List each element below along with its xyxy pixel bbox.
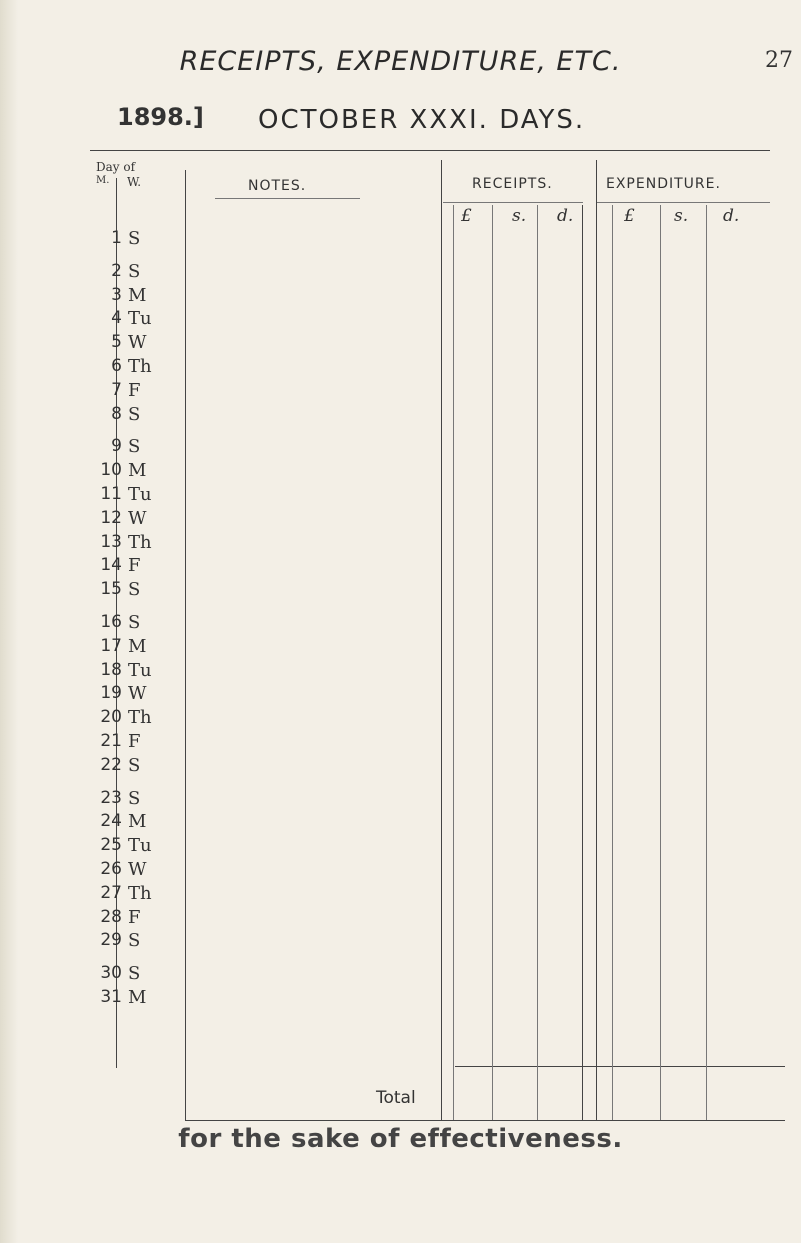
day-of-month: 16 xyxy=(100,612,122,632)
receipts-inner-divider xyxy=(453,205,454,1120)
running-title: RECEIPTS, EXPENDITURE, ETC. xyxy=(179,46,622,77)
day-of-month: 24 xyxy=(100,811,122,832)
expenditure-shillings-heading: s. xyxy=(674,206,689,226)
day-of-month: 4 xyxy=(111,308,122,329)
receipts-sub-rule xyxy=(443,202,583,203)
day-of-heading: Day of xyxy=(96,160,136,174)
day-of-week: M xyxy=(128,811,147,833)
day-of-month: 21 xyxy=(100,731,122,751)
day-of-month: 28 xyxy=(100,906,122,927)
receipts-pence-heading: d. xyxy=(557,206,574,226)
day-of-week: F xyxy=(128,731,141,752)
day-of-week: Tu xyxy=(128,308,152,330)
expenditure-pounds-heading: £ xyxy=(624,206,635,226)
expenditure-sub-rule xyxy=(597,202,770,203)
day-of-week: S xyxy=(128,612,141,633)
day-of-month: 2 xyxy=(111,260,122,281)
expenditure-heading: EXPENDITURE. xyxy=(606,176,721,192)
day-of-month: 20 xyxy=(100,707,122,728)
receipts-shillings-heading: s. xyxy=(512,206,527,226)
day-of-week: F xyxy=(128,379,141,401)
day-of-week: Th xyxy=(128,882,152,904)
day-of-month: 29 xyxy=(100,930,122,951)
day-of-week: S xyxy=(128,963,141,985)
day-of-month: 17 xyxy=(100,635,122,656)
day-of-month: 11 xyxy=(100,484,122,504)
notes-heading: NOTES. xyxy=(248,178,307,194)
day-of-month: 12 xyxy=(100,507,122,528)
day-of-week: Tu xyxy=(128,835,152,857)
day-of-week: M xyxy=(128,987,147,1008)
day-of-week: W xyxy=(128,859,147,880)
day-of-week: W xyxy=(128,507,147,529)
day-of-month: 6 xyxy=(111,356,122,376)
day-of-week: W xyxy=(128,683,147,705)
page-edge-shadow xyxy=(0,0,18,1243)
day-of-week: S xyxy=(128,436,141,458)
receipts-heading: RECEIPTS. xyxy=(472,176,553,192)
page-number: 27 xyxy=(765,48,793,73)
day-of-month: 22 xyxy=(100,754,122,775)
day-of-month: 19 xyxy=(100,683,122,704)
receipts-pence-divider xyxy=(582,205,583,1120)
day-of-month: 3 xyxy=(111,284,122,305)
day-of-month: 8 xyxy=(111,403,122,424)
day-of-month: 5 xyxy=(111,332,122,353)
top-rule xyxy=(90,150,770,151)
day-of-week: Th xyxy=(128,531,152,553)
expenditure-shillings-divider xyxy=(706,205,707,1120)
day-of-week: S xyxy=(128,787,141,809)
receipts-shillings-divider xyxy=(537,205,538,1120)
day-of-month: 30 xyxy=(100,963,122,984)
day-of-month: 13 xyxy=(100,531,122,552)
day-of-week: W xyxy=(128,332,147,354)
weekday-heading: W. xyxy=(127,175,142,189)
month-title: OCTOBER XXXI. DAYS. xyxy=(258,105,586,135)
day-of-month: 10 xyxy=(100,460,122,481)
total-label: Total xyxy=(376,1088,416,1108)
receipts-pounds-divider xyxy=(492,205,493,1120)
day-of-week: M xyxy=(128,284,147,306)
day-of-week: M xyxy=(128,460,147,482)
day-of-week: Th xyxy=(128,356,152,377)
day-of-week: S xyxy=(128,930,141,952)
day-of-week: S xyxy=(128,260,141,282)
day-of-week: S xyxy=(128,579,141,601)
day-of-month: 26 xyxy=(100,859,122,879)
month-day-heading: M. xyxy=(96,175,110,186)
day-of-month: 18 xyxy=(100,659,122,680)
day-of-month: 31 xyxy=(100,987,122,1007)
notes-divider xyxy=(441,160,442,1120)
day-of-month: 25 xyxy=(100,835,122,856)
day-of-month: 7 xyxy=(111,379,122,400)
expenditure-pence-heading: d. xyxy=(723,206,740,226)
year-label: 1898.] xyxy=(117,103,204,131)
day-of-week: Tu xyxy=(128,484,152,505)
receipts-pounds-heading: £ xyxy=(461,206,472,226)
day-of-month: 27 xyxy=(100,882,122,903)
day-of-week: M xyxy=(128,635,147,657)
expenditure-pounds-divider xyxy=(660,205,661,1120)
day-of-week: S xyxy=(128,228,141,249)
day-of-week: S xyxy=(128,403,141,425)
day-of-week: S xyxy=(128,754,141,776)
day-of-month: 14 xyxy=(100,555,122,576)
receipts-expenditure-divider xyxy=(596,160,597,1120)
expenditure-inner-divider xyxy=(612,205,613,1120)
day-of-month: 1 xyxy=(111,228,122,248)
bottom-rule xyxy=(185,1120,785,1121)
weekday-divider xyxy=(185,170,186,1120)
day-of-month: 23 xyxy=(100,787,122,808)
motto: for the sake of effectiveness. xyxy=(178,1124,623,1154)
notes-sub-rule xyxy=(215,198,360,199)
day-of-week: Th xyxy=(128,707,152,729)
day-of-week: F xyxy=(128,906,141,928)
day-of-month: 9 xyxy=(111,436,122,457)
total-rule xyxy=(455,1066,785,1067)
day-of-week: F xyxy=(128,555,141,577)
day-of-week: Tu xyxy=(128,659,152,681)
day-of-month: 15 xyxy=(100,579,122,600)
